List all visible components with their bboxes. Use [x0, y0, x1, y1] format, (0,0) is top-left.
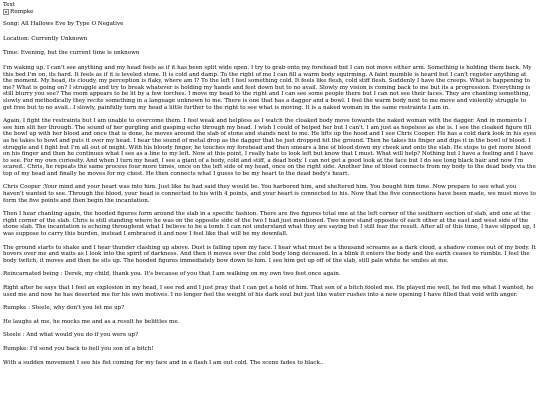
story-paragraph-6: Reincarnated being : Derek, my child, thank you. It's because of you that I am walking on my own two feet once again. [3, 271, 341, 278]
page-content [3, 2, 537, 366]
dialogue-line: Rumpke: I'd send you back to hell you son of a bitch! [3, 345, 154, 352]
text-label: Text [3, 2, 16, 8]
location-line: Location: Currently Unknown [3, 35, 88, 42]
story-paragraph-9: He laughs at me, he mocks me and as a result he belittles me. [3, 318, 180, 325]
image-alt-text: Rumpke [10, 8, 34, 15]
broken-image-icon [3, 9, 9, 15]
story-paragraph-7: Right after he says that I feel an explosion in my head, I see red and I just pray that I can get a hold of him. That son of a bitch fooled me. He played me well, he fed me what I wanted, he used me and now he has deserted me for his own motives. I no longer feel the weight of his dark soul but just like water rushes into a new opening I have filled that void with anger. [3, 285, 534, 298]
story-paragraph-5: The ground starts to shake and I hear thunder clashing up above. Dust is falling upon my face. I hear what must be a thousand screams as a dark cloud, a shadow comes out of my body. It hovers over me and waits as I look into the spirit of darkness. And then it moves over the cold body long deceased. In a blink it enters the body and the earth ceases to rumble. I feel the body twitch, it moves and then he sits up. The hooded figures immediately bow down to him. I see him get up off of the slab, still pale white he smiles at me. [3, 244, 536, 264]
song-line: Song: All Hallows Eve by Type O Negative [3, 21, 124, 28]
story-paragraph-3: Chris Cooper :Your mind and your heart was into him. Just like he had said they would be. You harbored him, and sheltered him. You bought him time. Now prepare to see what you haven't wanted to see. Through the blood, your head is connected to his with 4 points, and your heart is connected to his. Now that the five connections have been made, we must move to form the five points and then begin the incantation. [3, 184, 536, 204]
story-paragraph-2: Again, I fight the restraints but I am unable to overcome them. I feel weak and helpless as I watch the cloaked body move towards the naked woman with the dagger. And in moments I see him slit her through. The sound of her gurgling and gasping echo through my head. I wish I could of helped her but I can't. I am just as hopeless as she is. I see the cloaked figure fill the bowl up with her blood and once that is done, he moves around the slab of stone and stands next to me. He lifts up the hood and I see Chris Cooper. He has a cold dark look in his eyes as he takes to bowl and puts it over my head. I hear the sound of metal drop as the dagger that he just dropped hit the ground. Then he takes his finger and dips it in the bowl of blood. I struggle and I fight but I'm all out of might. With his bloody finger, he touches my forehead and then smears a line of blood down my cheek and onto the slab. He stops to get more blood on his finger and then he continues what I see as a line to my left. Now at this point, I really hate to look left but know that I must. What will help? Nothing but I have a feeling and I have to see. For my own curiosity. And when I turn my head, I see a giant of a body, cold and stiff, a dead body. I can not get a good look at the face but I do see long black hair and now I'm scared.. Chris, he repeats the same process four more times, once on the left side of my head, once on the right side. Another line of blood connects from my body to the dead body via the top of my head and finally he moves for my chest. He then connects what I guess to be my heart to the dead body's heart. [3, 118, 536, 177]
story-paragraph-12: With a sudden movement I see his fist coming for my face and in a flash I am out cold. The scene fades to black.. [3, 359, 324, 366]
time-line: Time: Evening, but the current time is unknown [3, 50, 140, 57]
broken-image [3, 9, 537, 16]
story-paragraph-1: I'm waking up, I can't see anything and my head feels as if it has been split wide open. I try to grab onto my forehead but I can not move either arm. Something is holding them back. My this bed I'm on, its hard. It feels as if it is leveled stone. It is cold and damp. To the right of me I can fill a warm body squirming. A faint mumble is heard but I can't register anything at the moment. My head, its cloudy, my perception is flaky, where am I? To the left I feel something cold. It feels like flesh, cold stiff flesh. Suddenly I have the creeps. What is happening to me? What is going on? I struggle and try to break whatever is holding my hands and feet down but to no avail. Slowly my vision is coming back to me but its a progression. Everything is still blurry you see? The room appears to be lit by a few torches. I move my head to the right and I can see some people there but I can not see their faces. They are chanting something, slowly and methodically they recite something in a language unknown to me. There is one that has a dagger and a bowl. I feel the warm body next to me move and violently struggle to get free but to no avail.. I slowly, painfully turn my head a little further to the right to see what is moving. It is a naked woman in the same restraints I am in. [3, 64, 532, 111]
dialogue-line: Steele : And what would you do if you were up? [3, 332, 139, 339]
story-paragraph-4: Then I hear chanting again, the hooded figures form around the slab in a specific fashion. There are five figures total one at the left corner of the southern section of slab, and one at the right corner of the slab. Chris is still standing where he was on the opposite side of the two I had just mentioned. Two more stand opposite of each other at the east and west side of the stone slab. The incantation is echoing throughout what I believe to be a tomb. I can not understand what they are saying but I still fear the result. After all of this time, I have slipped up, I was suppose to carry this burden, instead I embraced it and now I feel like that will be my downfall. [3, 211, 536, 238]
dialogue-line: Rumpke : Steele, why don't you let me up? [3, 305, 125, 312]
